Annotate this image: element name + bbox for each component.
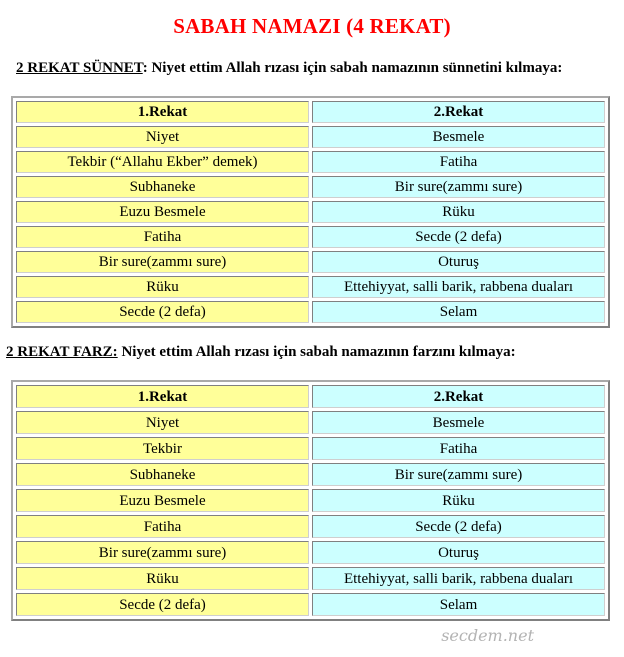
table-row: [16, 301, 605, 323]
table-row: [16, 151, 605, 173]
table-cell: Rüku: [312, 489, 605, 512]
column-header: 1.Rekat: [16, 385, 309, 408]
farz-table: [11, 380, 610, 621]
table-cell: Besmele: [312, 411, 605, 434]
table-cell: Euzu Besmele: [16, 489, 309, 512]
table-cell: Selam: [312, 301, 605, 323]
table-row: [16, 276, 605, 298]
column-header: 2.Rekat: [312, 101, 605, 123]
table-row: [16, 515, 605, 538]
table-cell: Subhaneke: [16, 463, 309, 486]
table-cell: Ettehiyyat, salli barik, rabbena duaları: [312, 276, 605, 298]
table-cell: Fatiha: [312, 151, 605, 173]
table-cell: Niyet: [16, 126, 309, 148]
table-row: [16, 126, 605, 148]
table-cell: Bir sure(zammı sure): [16, 541, 309, 564]
page-title: SABAH NAMAZI (4 REKAT): [173, 14, 451, 38]
table-cell: Fatiha: [16, 226, 309, 248]
table-cell: Secde (2 defa): [16, 301, 309, 323]
table-cell: Fatiha: [312, 437, 605, 460]
table-cell: Oturuş: [312, 251, 605, 273]
table-cell: Rüku: [312, 201, 605, 223]
table-header-row: [16, 385, 605, 408]
farz-heading: [6, 344, 516, 361]
table-row: [16, 567, 605, 590]
table-cell: Secde (2 defa): [16, 593, 309, 616]
table-row: [16, 593, 605, 616]
table-cell: Euzu Besmele: [16, 201, 309, 223]
sunnet-heading-text: : Niyet ettim Allah rızası için sabah namazının sünnetini kılmaya:: [142, 60, 563, 76]
farz-heading-label: 2 REKAT FARZ:: [6, 344, 118, 360]
table-cell: Bir sure(zammı sure): [312, 176, 605, 198]
table-row: [16, 541, 605, 564]
table-cell: Niyet: [16, 411, 309, 434]
table-row: [16, 176, 605, 198]
table-cell: Secde (2 defa): [312, 226, 605, 248]
table-row: [16, 489, 605, 512]
sunnet-heading: [16, 60, 562, 77]
column-header: 1.Rekat: [16, 101, 309, 123]
table-row: [16, 226, 605, 248]
table-row: [16, 463, 605, 486]
table-header-row: [16, 101, 605, 123]
table-row: [16, 411, 605, 434]
table-cell: Subhaneke: [16, 176, 309, 198]
table-cell: Rüku: [16, 276, 309, 298]
table-cell: Bir sure(zammı sure): [312, 463, 605, 486]
farz-heading-text: Niyet ettim Allah rızası için sabah namazının farzını kılmaya:: [117, 344, 516, 360]
table-cell: Besmele: [312, 126, 605, 148]
table-cell: Bir sure(zammı sure): [16, 251, 309, 273]
sunnet-heading-label: 2 REKAT SÜNNET: [16, 60, 143, 76]
table-cell: Tekbir: [16, 437, 309, 460]
table-cell: Fatiha: [16, 515, 309, 538]
table-cell: Oturuş: [312, 541, 605, 564]
table-row: [16, 251, 605, 273]
watermark: secdem.net: [441, 626, 534, 645]
table-row: [16, 437, 605, 460]
table-row: [16, 201, 605, 223]
table-cell: Rüku: [16, 567, 309, 590]
table-cell: Selam: [312, 593, 605, 616]
table-cell: Ettehiyyat, salli barik, rabbena duaları: [312, 567, 605, 590]
column-header: 2.Rekat: [312, 385, 605, 408]
sunnet-table: [11, 96, 610, 328]
table-cell: Secde (2 defa): [312, 515, 605, 538]
table-cell: Tekbir (“Allahu Ekber” demek): [16, 151, 309, 173]
